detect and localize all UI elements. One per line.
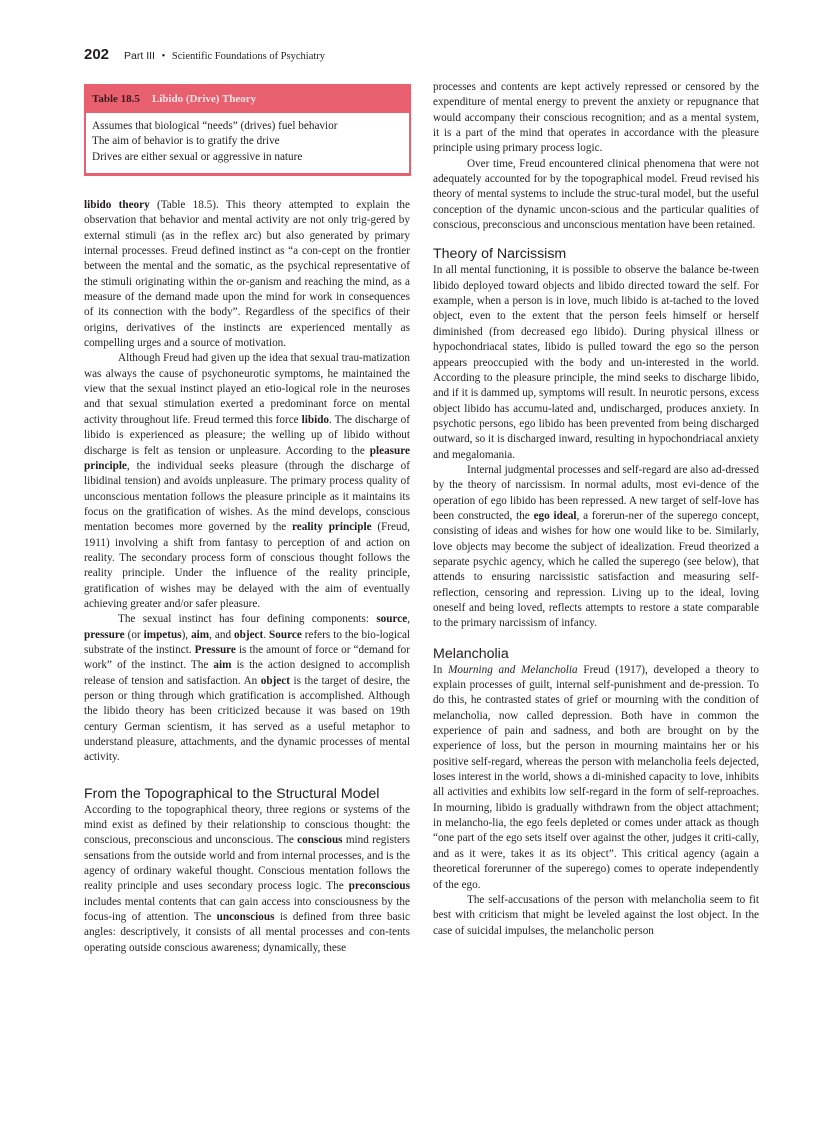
paragraph-narcissism: In all mental functioning, it is possible to observe the balance be-tween libido deployed toward objects and libido directed toward the self. For example, when a person is in love, much libido is at-tached to the loved object, even to the extent that the person feels himself or herself diminished (from decreased ego libido). During physical illness or hypochondriacal states, libido is pulled toward the ego so the person appears preoccupied with the body and un-interested in the world. According to the pleasure principle, the mind seeks to discharge libido, and if it is dammed up, symptoms will result. In neurotic persons, excess object libido has accumu-lated and, undischarged, produces anxiety. In psychotic persons, ego libido has been prevented from being discharged outward, so it is discharged inward, resulting in hypochondriacal anxiety and megalomania.	[433, 264, 759, 461]
table-row: Drives are either sexual or aggressive in nature	[92, 150, 303, 163]
page-number: 202	[84, 46, 110, 63]
running-head	[124, 50, 325, 62]
right-column	[433, 80, 759, 939]
left-column	[84, 198, 410, 956]
table-row: Assumes that biological “needs” (drives) fuel behavior	[92, 120, 338, 132]
book-section-title: Scientific Foundations of Psychiatry	[171, 51, 326, 62]
term-reality-principle: reality principle	[292, 521, 372, 534]
paragraph-topographical-theory: According to the topographical theory, three regions or systems of the mind exist as defined by their relationship to conscious thought: the conscious, preconscious and unconscious. The conscious mind registers sensations from the outside world and from internal processes, and is the agency of ordinary wakeful thought. Conscious mentation follows the reality principle and uses secondary process logic. The preconscious includes mental contents that can gain access into consciousness by the focus-ing of attention. The unconscious is defined from three basic angles: descriptively, it consists of all mental processes and con-tents operating outside conscious awareness; dynamically, these	[84, 803, 410, 954]
table-18-5	[84, 84, 411, 176]
paragraph-unconscious-cont: processes and contents are kept actively repressed or censored by the expenditure of mental energy to prevent the anxiety or repugnance that would accompany their conscious recognition; and as a mental system, it is a part of the mind that operates in accordance with the pleasure principle using primary process logic.	[433, 81, 759, 155]
book-title-mourning-melancholia: Mourning and Melancholia	[448, 663, 578, 676]
table-row: The aim of behavior is to gratify the drive	[92, 135, 280, 148]
paragraph-libido: Although Freud had given up the idea that sexual trau-matization was always the cause of psychoneurotic symptoms, he maintained the view that the sexual instinct played an etio-logical role in the neuroses and that sexual stimulation exerted a predominant force on mental activity throughout life. Freud termed this force libido. The discharge of libido is experienced as pleasure; the welling up of libido without discharge is felt as tension or unpleasure. According to the pleasure principle, the individual seeks pleasure (through the discharge of libidinal tension) and avoids unpleasure. The primary process quality of unconscious mentation follows the pleasure principle as it maintains its focus on the gratification of wishes. As the mind develops, conscious mentation becomes more governed by the reality principle (Freud, 1911) involving a shift from fantasy to perception of and action on reality. The secondary process form of conscious thought follows the reality principle. Under the influence of the reality principle, gratification of wishes may be delayed with the aim of eventually achieving greater and/or safer pleasure.	[84, 352, 410, 610]
section-heading-narcissism: Theory of Narcissism	[433, 246, 567, 263]
bullet-separator: •	[161, 51, 166, 62]
paragraph-ego-ideal: Internal judgmental processes and self-regard are also ad-dressed by the theory of narcissism. In normal adults, most evi-dence of the operation of ego libido has been repressed. A new target of self-love has been constructed, the ego ideal, a forerun-ner of the superego concept, consisting of ideas and wishes for how one would like to be. Similarly, love objects may become the subject of idealization. Freud theorized a separate psychic agency, which he called the superego (see below), that attends to ensuring narcissistic satisfaction and measuring self-reflection, censoring and repression. Living up to the ideal, loving oneself and being loved, reflects attempts to restore a state comparable to the primary narcissism of infancy.	[433, 463, 760, 630]
section-heading-melancholia: Melancholia	[433, 645, 509, 662]
paragraph-melancholia: In Mourning and Melancholia Freud (1917), developed a theory to explain processes of guilt, internal self-punishment and de-pression. To do this, he contrasted states of grief or mourning with the condition of melancholia, now called depression. Both have in common the experience of pain and sadness, and both are brought on by the experience of loss, but the person in mourning maintains her or his positive self-regard, whereas the person with melancholia feels dejected, loses interest in the world, shows a di-minished capacity to love, inhibits all activities and exhibits low self-regard in the form of self-reproaches. In mourning, libido is gradually withdrawn from the object attachment; in melancho-lia, the ego feels depleted or comes under attack as though “one part of the ego sets itself over against the other, judges it criti-cally, and as it were, takes it as its object”. This critical agency (again a theoretical forerunner of the superego) comes to operate independently of the ego.	[433, 663, 759, 891]
paragraph-structural-model: Over time, Freud encountered clinical phenomena that were not adequately accounted for by the topographical model. Freud revised his theory of mental systems to include the struc-tural model, but the useful conception of the dynamic uncon-scious and the particular qualities of conscious, preconscious and unconscious mentation have been retained.	[433, 157, 759, 232]
table-title: Libido (Drive) Theory	[151, 92, 257, 105]
table-caption	[84, 84, 411, 113]
section-heading-topographical: From the Topographical to the Structural Model	[84, 785, 380, 802]
part-label: Part III	[124, 50, 155, 62]
term-ego-ideal: ego ideal	[533, 509, 577, 522]
term-libido: libido	[301, 413, 330, 426]
table-body	[86, 113, 409, 173]
paragraph-libido-theory: libido theory (Table 18.5). This theory attempted to explain the observation that behavior and mental activity are not only trig-gered by external stimuli (as in the reflex arc) but also generated by primary internal processes. Freud defined instinct as “a con-cept on the frontier between the mental and the somatic, as the psychical representative of the stimuli originating within the or-ganism and reaching the mind, as a measure of the demand made upon the mind for work in consequences of its connection with the body”. Regardless of the specifics of their origins, derivatives of the instincts are experienced mentally as compelling urges and a source of motivation.	[84, 199, 410, 350]
paragraph-self-accusations: The self-accusations of the person with melancholia seem to fit best with criticism that might be leveled against the lost object. In the case of suicidal impulses, the melancholic person	[433, 893, 759, 937]
paragraph-instinct-components: The sexual instinct has four defining components: source, pressure (or impetus), aim, and object. Source refers to the bio-logical substrate of the instinct. Pressure is the amount of force or “demand for work” of the instinct. The aim is the action designed to accomplish release of tension and satisfaction. An object is the target of desire, the person or thing through which gratification is accomplished. Although the libido theory has been criticized because it was based on 19th century German scientism, it has served as a useful metaphor to understand pleasure, attachments, and the dynamic processes of mental activity.	[84, 613, 411, 764]
term-libido-theory: libido theory	[84, 199, 150, 211]
term-pleasure-principle: pleasure principle	[84, 444, 410, 472]
page-header	[84, 46, 325, 66]
table-number: Table 18.5	[92, 92, 140, 105]
